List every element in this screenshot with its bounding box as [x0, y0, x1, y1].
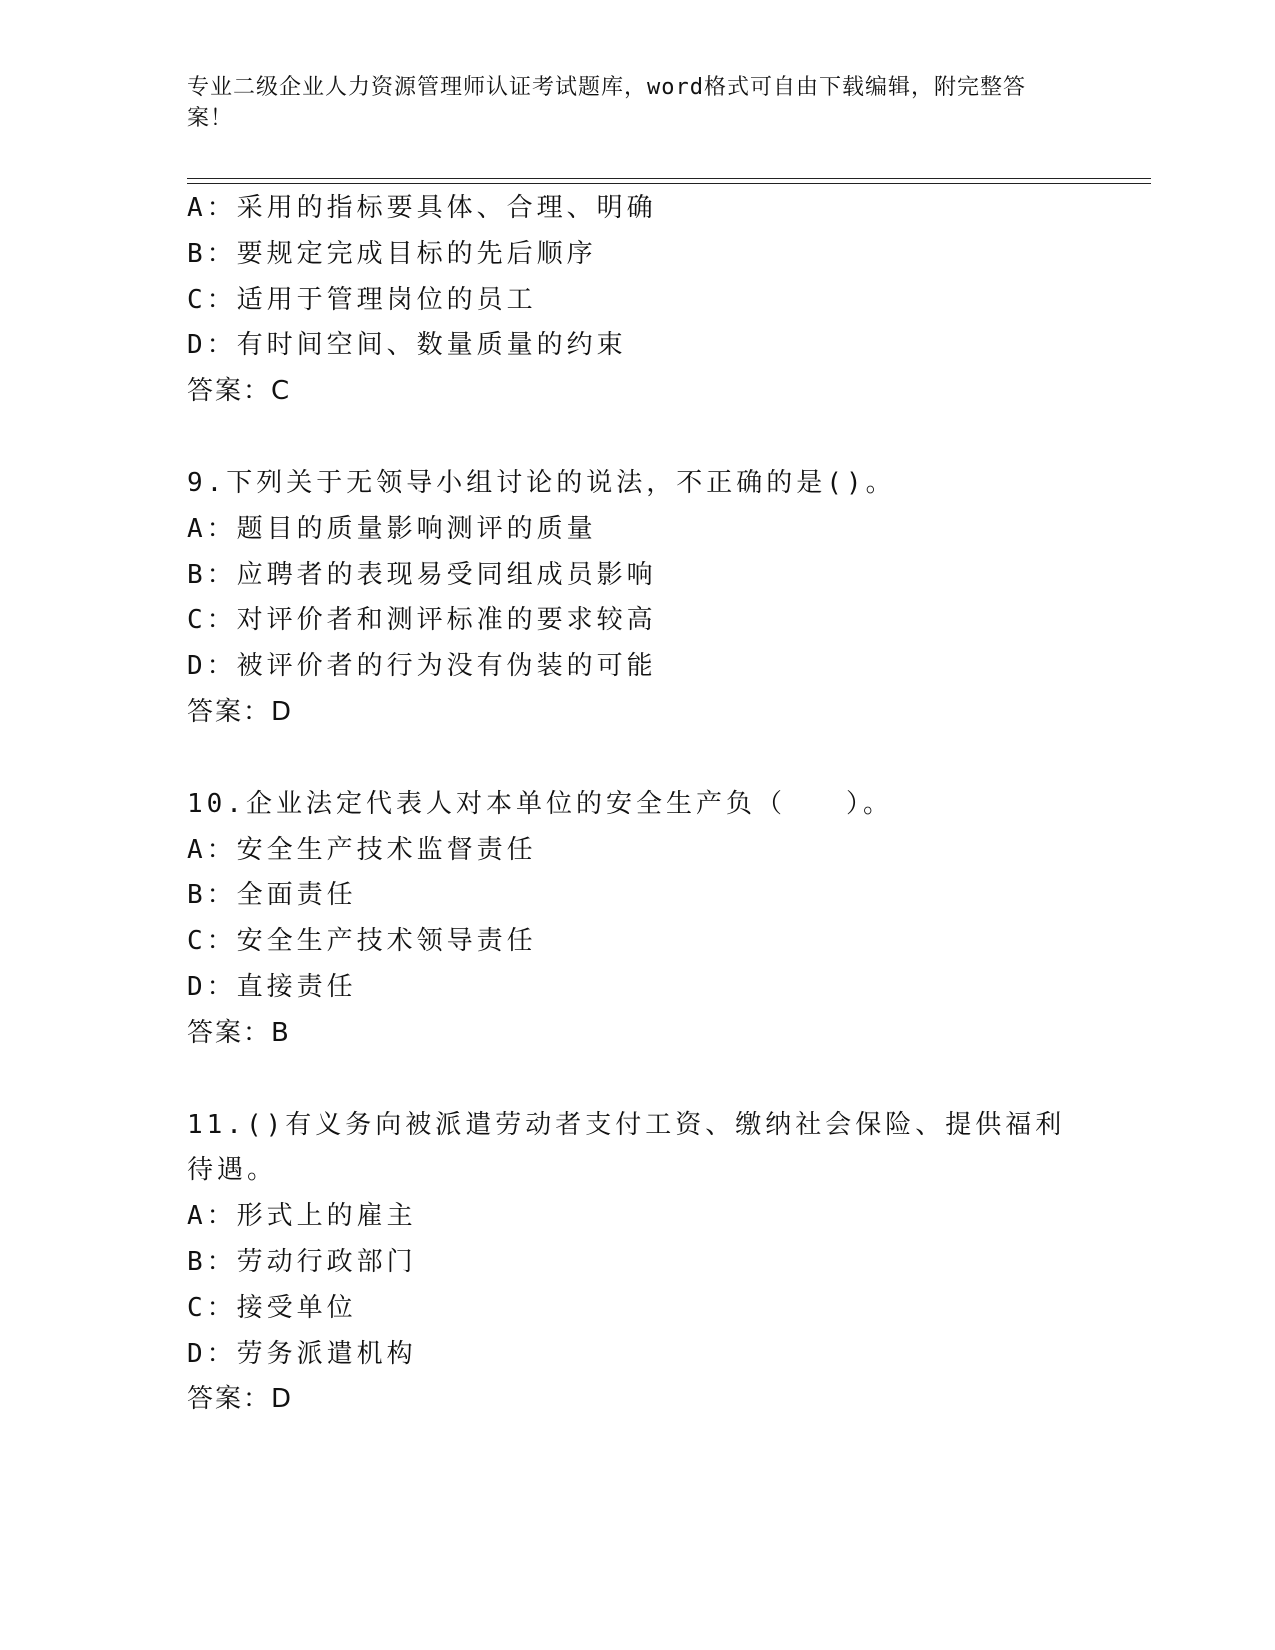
option-b: B：全面责任 [187, 880, 357, 911]
header-divider-top [187, 178, 1151, 179]
question-title: 11.()有义务向被派遣劳动者支付工资、缴纳社会保险、提供福利待遇。 [187, 1109, 1066, 1186]
option-c: C：对评价者和测评标准的要求较高 [187, 605, 657, 636]
option-c: C：接受单位 [187, 1292, 357, 1323]
option-b: B：劳动行政部门 [187, 1246, 417, 1277]
question-list [187, 186, 1151, 1423]
question-continuation [187, 186, 1151, 415]
option-a: A：题目的质量影响测评的质量 [187, 513, 597, 544]
answer-line: 答案：D [187, 696, 294, 727]
option-c: C：适用于管理岗位的员工 [187, 284, 537, 315]
option-b: B：要规定完成目标的先后顺序 [187, 238, 597, 269]
question-title: 9.下列关于无领导小组讨论的说法，不正确的是()。 [187, 467, 896, 498]
option-a: A：形式上的雇主 [187, 1201, 417, 1232]
answer-line: 答案：C [187, 376, 292, 407]
question-title: 10.企业法定代表人对本单位的安全生产负（ ）。 [187, 788, 893, 819]
option-c: C：安全生产技术领导责任 [187, 926, 537, 957]
answer-line: 答案：D [187, 1384, 294, 1415]
option-d: D：被评价者的行为没有伪装的可能 [187, 651, 657, 682]
option-a: A：安全生产技术监督责任 [187, 834, 537, 865]
question-9 [187, 461, 1151, 736]
option-d: D：有时间空间、数量质量的约束 [187, 330, 627, 361]
option-d: D：直接责任 [187, 971, 357, 1002]
question-10 [187, 782, 1151, 1057]
answer-line: 答案：B [187, 1017, 291, 1048]
option-d: D：劳务派遣机构 [187, 1338, 417, 1369]
document-header: 专业二级企业人力资源管理师认证考试题库，word格式可自由下载编辑，附完整答案！ [187, 75, 1026, 131]
option-b: B：应聘者的表现易受同组成员影响 [187, 559, 657, 590]
header-divider-bottom [187, 183, 1151, 184]
question-11 [187, 1103, 1151, 1424]
option-a: A：采用的指标要具体、合理、明确 [187, 193, 657, 223]
